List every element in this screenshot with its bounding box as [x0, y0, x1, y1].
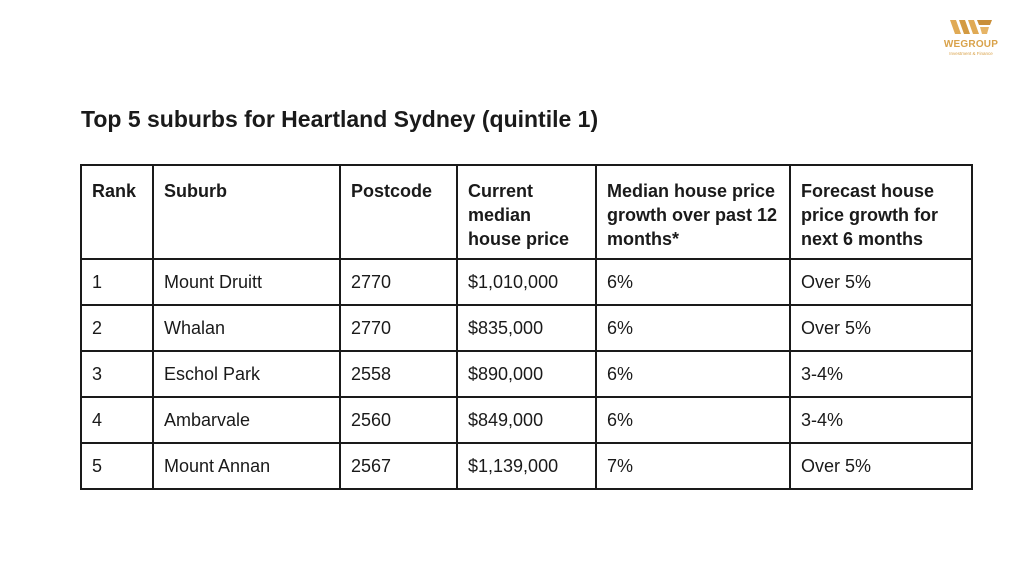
- cell-postcode: 2567: [340, 443, 457, 489]
- table-row: [81, 259, 972, 305]
- page-title: Top 5 suburbs for Heartland Sydney (quintile 1): [81, 106, 599, 132]
- header-forecast-growth-6-months: Forecast house price growth for next 6 months: [790, 165, 972, 259]
- cell-growth: 7%: [596, 443, 790, 489]
- cell-growth: 6%: [596, 259, 790, 305]
- cell-suburb: Ambarvale: [153, 397, 340, 443]
- cell-price: $835,000: [457, 305, 596, 351]
- cell-price: $1,139,000: [457, 443, 596, 489]
- cell-growth: 6%: [596, 397, 790, 443]
- cell-growth: 6%: [596, 351, 790, 397]
- cell-rank: 2: [81, 305, 153, 351]
- cell-forecast: Over 5%: [790, 305, 972, 351]
- suburbs-table: [80, 164, 973, 490]
- cell-rank: 3: [81, 351, 153, 397]
- cell-rank: 5: [81, 443, 153, 489]
- cell-rank: 4: [81, 397, 153, 443]
- brand-tagline: Investment & Finance: [949, 51, 993, 56]
- cell-rank: 1: [81, 259, 153, 305]
- table-row: [81, 351, 972, 397]
- cell-forecast: 3-4%: [790, 351, 972, 397]
- cell-suburb: Mount Annan: [153, 443, 340, 489]
- cell-price: $849,000: [457, 397, 596, 443]
- cell-suburb: Eschol Park: [153, 351, 340, 397]
- table-row: [81, 443, 972, 489]
- header-postcode: Postcode: [340, 165, 457, 259]
- wegroup-logo-icon: [948, 18, 994, 36]
- cell-forecast: Over 5%: [790, 443, 972, 489]
- header-current-median-price: Current median house price: [457, 165, 596, 259]
- cell-postcode: 2770: [340, 259, 457, 305]
- table-row: [81, 305, 972, 351]
- cell-growth: 6%: [596, 305, 790, 351]
- cell-suburb: Whalan: [153, 305, 340, 351]
- table-header-row: [81, 165, 972, 259]
- cell-price: $1,010,000: [457, 259, 596, 305]
- header-rank: Rank: [81, 165, 153, 259]
- table-row: [81, 397, 972, 443]
- cell-price: $890,000: [457, 351, 596, 397]
- cell-forecast: Over 5%: [790, 259, 972, 305]
- header-suburb: Suburb: [153, 165, 340, 259]
- cell-postcode: 2560: [340, 397, 457, 443]
- cell-forecast: 3-4%: [790, 397, 972, 443]
- cell-suburb: Mount Druitt: [153, 259, 340, 305]
- cell-postcode: 2558: [340, 351, 457, 397]
- cell-postcode: 2770: [340, 305, 457, 351]
- brand-name: WEGROUP: [943, 39, 999, 50]
- brand-logo: [938, 18, 1004, 57]
- header-growth-past-12-months: Median house price growth over past 12 months*: [596, 165, 790, 259]
